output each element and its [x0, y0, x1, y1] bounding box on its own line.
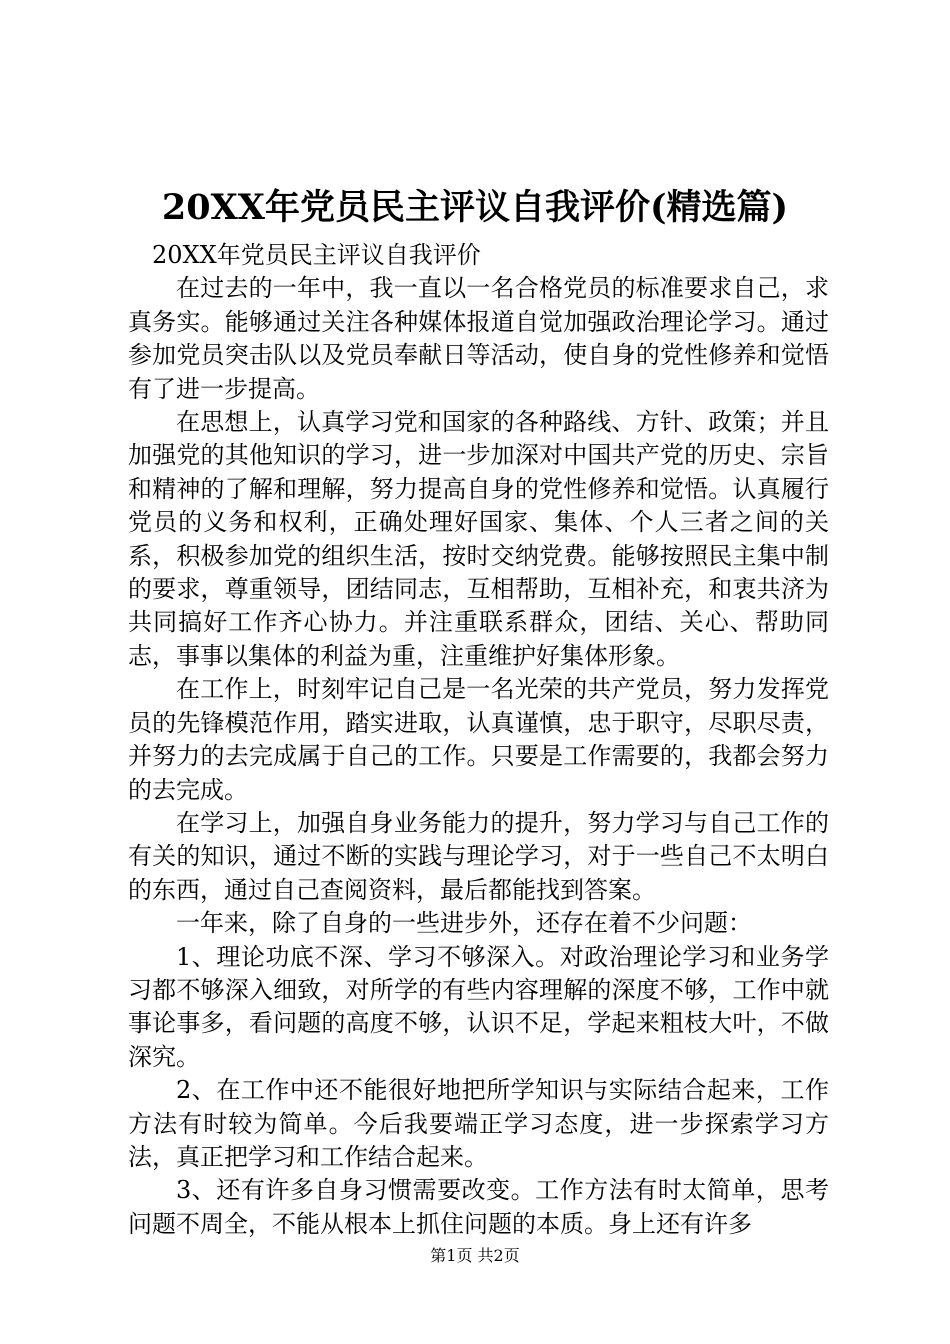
paragraph-problems-intro: 一年来，除了自身的一些进步外，还存在着不少问题： — [176, 909, 752, 938]
paragraph-work: 在工作上，时刻牢记自己是一名光荣的共产党员，努力发挥党员的先锋模范作用，踏实进取，认真谨慎，忠于职守，尽职尽责，并努力的去完成属于自己的工作。只要是工作需要的，我都会努力的去完成。 — [128, 675, 829, 804]
document-title: 20XX年党员民主评议自我评价(精选篇) — [161, 187, 789, 228]
paragraph-problem-3: 3、还有许多自身习惯需要改变。工作方法有时太简单，思考问题不周全，不能从根本上抓住问题的本质。身上还有许多 — [128, 1176, 829, 1238]
paragraph-problem-1: 1、理论功底不深、学习不够深入。对政治理论学习和业务学习都不够深入细致，对所学的有些内容理解的深度不够，工作中就事论事多，看问题的高度不够，认识不足，学起来粗枝大叶，不做深究。 — [128, 942, 829, 1071]
paragraph-problem-2: 2、在工作中还不能很好地把所学知识与实际结合起来，工作方法有时较为简单。今后我要端正学习态度，进一步探索学习方法，真正把学习和工作结合起来。 — [128, 1076, 829, 1171]
document-body — [128, 239, 829, 1241]
paragraph-intro: 在过去的一年中，我一直以一名合格党员的标准要求自己，求真务实。能够通过关注各种媒体报道自觉加强政治理论学习。通过参加党员突击队以及党员奉献日等活动，使自身的党性修养和觉悟有了进一步提高。 — [128, 274, 829, 403]
document-subtitle: 20XX年党员民主评议自我评价 — [152, 241, 481, 269]
paragraph-study: 在学习上，加强自身业务能力的提升，努力学习与自己工作的有关的知识，通过不断的实践与理论学习，对于一些自己不太明白的东西，通过自己查阅资料，最后都能找到答案。 — [128, 808, 829, 904]
page-number-footer: 第1页 共2页 — [430, 1246, 520, 1265]
paragraph-thought: 在思想上，认真学习党和国家的各种路线、方针、政策；并且加强党的其他知识的学习，进一步加深对中国共产党的历史、宗旨和精神的了解和理解，努力提高自身的党性修养和觉悟。认真履行党员的义务和权利，正确处理好国家、集体、个人三者之间的关系，积极参加党的组织生活，按时交纳党费。能够按照民主集中制的要求，尊重领导，团结同志，互相帮助，互相补充，和衷共济为共同搞好工作齐心协力。并注重联系群众，团结、关心、帮助同志，事事以集体的利益为重，注重维护好集体形象。 — [128, 408, 829, 670]
